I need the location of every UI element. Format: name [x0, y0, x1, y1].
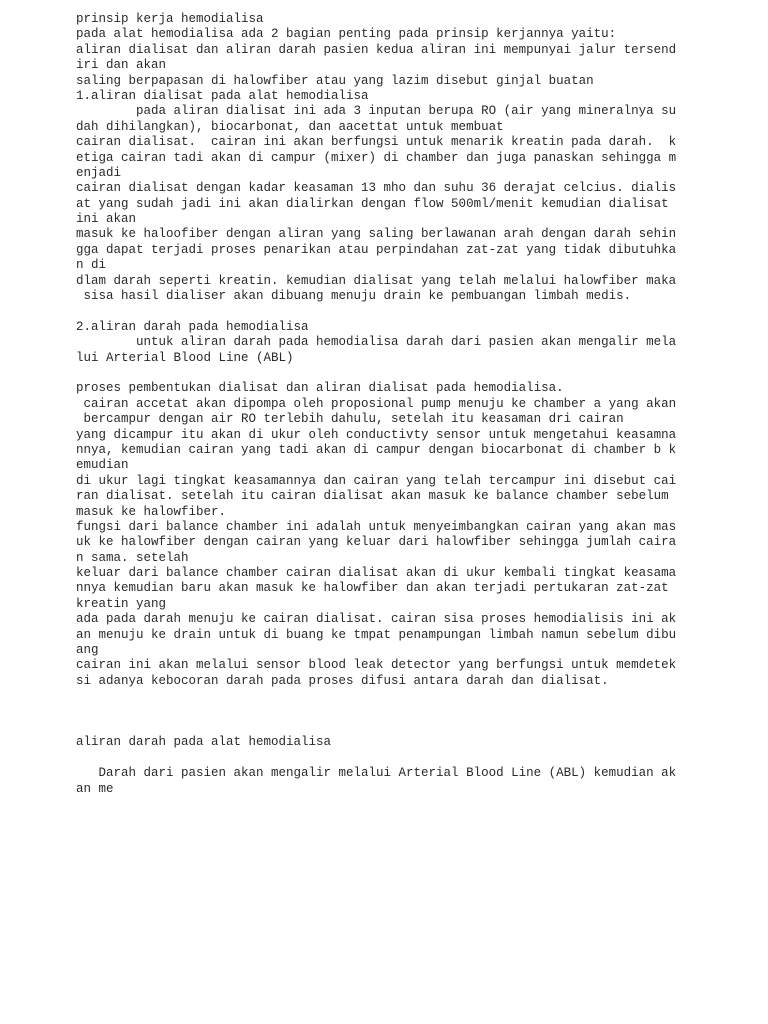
text-line: cairan ini akan melalui sensor blood leak detector yang berfungsi untuk memdetek — [76, 658, 677, 673]
text-line: saling berpapasan di halowfiber atau yang lazim disebut ginjal buatan — [76, 73, 594, 88]
text-line: prinsip kerja hemodialisa — [76, 12, 264, 26]
text-line: n sama. setelah — [76, 550, 189, 565]
text-line: keluar dari balance chamber cairan dialisat akan di ukur kembali tingkat keasama — [76, 566, 677, 581]
text-line: di ukur lagi tingkat keasamannya dan cairan yang telah tercampur ini disebut cai — [76, 473, 677, 488]
text-line: at yang sudah jadi ini akan dialirkan dengan flow 500ml/menit kemudian dialisat — [76, 196, 669, 211]
text-line: proses pembentukan dialisat dan aliran dialisat pada hemodialisa. — [76, 381, 564, 396]
text-line: sisa hasil dialiser akan dibuang menuju drain ke pembuangan limbah medis. — [76, 289, 632, 304]
text-line: aliran dialisat dan aliran darah pasien kedua aliran ini mempunyai jalur tersend — [76, 42, 677, 57]
text-line: an menuju ke drain untuk di buang ke tmpat penampungan limbah namun sebelum dibu — [76, 627, 677, 642]
text-line: 2.aliran darah pada hemodialisa — [76, 319, 309, 334]
text-line: ran dialisat. setelah itu cairan dialisat akan masuk ke balance chamber sebelum — [76, 489, 669, 504]
text-line: enjadi — [76, 165, 122, 180]
blank-line — [76, 705, 756, 720]
text-line: ada pada darah menuju ke cairan dialisat. cairan sisa proses hemodialisis ini ak — [76, 612, 677, 627]
text-line: n di — [76, 258, 107, 273]
text-line: kreatin yang — [76, 596, 167, 611]
blank-line — [76, 751, 756, 766]
text-line: nnya kemudian baru akan masuk ke halowfiber dan akan terjadi pertukaran zat-zat — [76, 581, 669, 596]
text-line: untuk aliran darah pada hemodialisa darah dari pasien akan mengalir mela — [76, 335, 677, 350]
text-line: yang dicampur itu akan di ukur oleh conductivty sensor untuk mengetahui keasamna — [76, 427, 677, 442]
blank-line — [76, 304, 756, 319]
text-line: nnya, kemudian cairan yang tadi akan di campur dengan biocarbonat di chamber b k — [76, 442, 677, 457]
text-line: bercampur dengan air RO terlebih dahulu, setelah itu keasaman dri cairan — [76, 412, 624, 427]
text-line: ini akan — [76, 212, 137, 227]
text-line: gga dapat terjadi proses penarikan atau perpindahan zat-zat yang tidak dibutuhka — [76, 242, 677, 257]
text-line: aliran darah pada alat hemodialisa — [76, 735, 332, 750]
text-line: lui Arterial Blood Line (ABL) — [76, 350, 294, 365]
text-line: pada alat hemodialisa ada 2 bagian penting pada prinsip kerjannya yaitu: — [76, 27, 617, 42]
text-line: emudian — [76, 458, 129, 473]
text-line: cairan dialisat. cairan ini akan berfungsi untuk menarik kreatin pada darah. k — [76, 135, 677, 150]
text-line: ang — [76, 643, 99, 658]
blank-line — [76, 366, 756, 381]
text-line: dlam darah seperti kreatin. kemudian dialisat yang telah melalui halowfiber maka — [76, 273, 677, 288]
text-line: 1.aliran dialisat pada alat hemodialisa — [76, 88, 369, 103]
text-line: pada aliran dialisat ini ada 3 inputan berupa RO (air yang mineralnya su — [76, 104, 677, 119]
text-line: si adanya kebocoran darah pada proses difusi antara darah dan dialisat. — [76, 673, 609, 688]
text-line: iri dan akan — [76, 58, 167, 73]
text-line: masuk ke haloofiber dengan aliran yang saling berlawanan arah dengan darah sehin — [76, 227, 677, 242]
text-line: fungsi dari balance chamber ini adalah untuk menyeimbangkan cairan yang akan mas — [76, 519, 677, 534]
text-line: uk ke halowfiber dengan cairan yang keluar dari halowfiber sehingga jumlah caira — [76, 535, 677, 550]
text-line: an me — [76, 781, 114, 796]
document-page — [76, 12, 756, 797]
text-line: masuk ke halowfiber. — [76, 504, 227, 519]
text-line: cairan accetat akan dipompa oleh proposional pump menuju ke chamber a yang akan — [76, 396, 677, 411]
blank-line — [76, 720, 756, 735]
text-line: etiga cairan tadi akan di campur (mixer) di chamber dan juga panaskan sehingga m — [76, 150, 677, 165]
text-line: dah dihilangkan), biocarbonat, dan aacettat untuk membuat — [76, 119, 504, 134]
blank-line — [76, 689, 756, 704]
text-line: Darah dari pasien akan mengalir melalui Arterial Blood Line (ABL) kemudian ak — [76, 766, 677, 781]
text-line: cairan dialisat dengan kadar keasaman 13 mho dan suhu 36 derajat celcius. dialis — [76, 181, 677, 196]
